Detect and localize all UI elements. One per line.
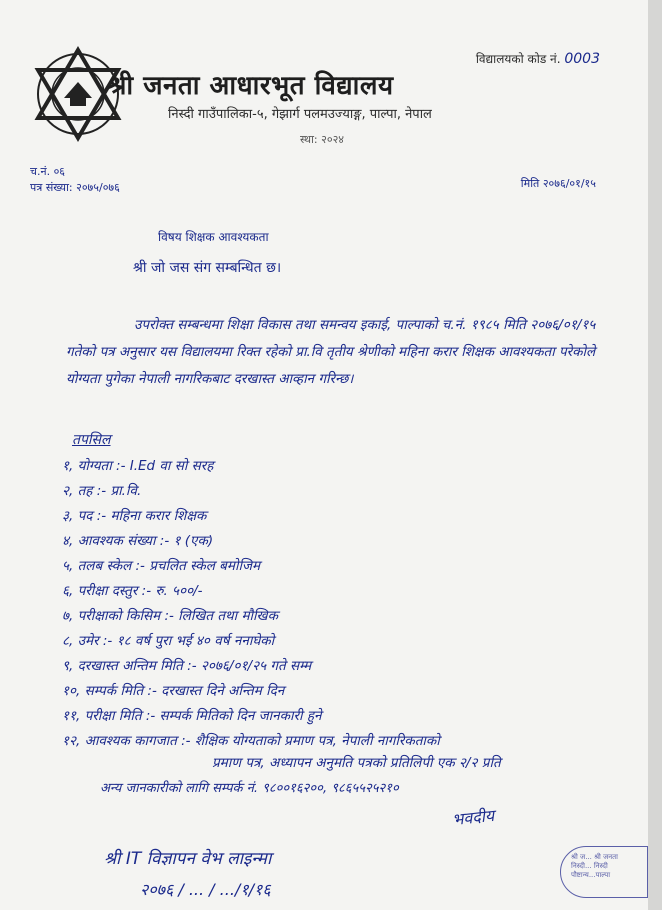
- page-edge: [648, 0, 662, 910]
- list-item: ५, तलब स्केल :- प्रचलित स्केल बमोजिम: [62, 558, 261, 574]
- list-item: ३, पद :- महिना करार शिक्षक: [62, 508, 207, 524]
- contact-numbers: अन्य जानकारीको लागि सम्पर्क नं. ९८००१६२००, ९८६५५२५२१०: [100, 781, 399, 796]
- established: स्था: २०२४: [300, 133, 345, 146]
- list-item: ८, उमेर :- १८ वर्ष पुरा भई ४० वर्ष ननाघेको: [62, 633, 275, 649]
- stamp-line: पौष्टान्य...पाल्पा: [571, 871, 611, 879]
- letter-body: [66, 312, 626, 393]
- school-code-label: विद्यालयको कोड नं.: [475, 52, 561, 66]
- school-code-value: 0003: [564, 51, 600, 67]
- letter-date: मिति २०७६/०१/१५: [520, 177, 596, 190]
- list-item: ४, आवश्यक संख्या :- १ (एक): [62, 533, 214, 549]
- list-item: ७, परीक्षाको किसिम :- लिखित तथा मौखिक: [62, 608, 278, 624]
- chalani-number: च.नं. ०६: [30, 165, 66, 178]
- details-heading: तपसिल: [72, 432, 111, 448]
- list-item: १, योग्यता :- I.Ed वा सो सरह: [62, 458, 214, 474]
- stamp-line: निस्दी... निस्दी: [571, 862, 608, 870]
- signature: भवदीय: [451, 805, 496, 830]
- details-list: [62, 454, 622, 777]
- handwritten-date: २०७६ / ... / .../१/१६: [140, 880, 271, 899]
- body-paragraph: उपरोक्त सम्बन्धमा शिक्षा विकास तथा समन्वय इकाई, पाल्पाको च.नं. १९८५ मिति २०७६/०१/१५ गतेको पत्र अनुसार यस विद्यालयमा रिक्त रहेको प्रा.वि तृतीय श्रेणीको महिना करार शिक्षक आवश्यकता परेकोले योग्यता पुगेका नेपाली नागरिकबाट दरखास्त आव्हान गरिन्छ।: [66, 317, 596, 387]
- list-item: २, तह :- प्रा.वि.: [62, 483, 142, 499]
- list-item: ९, दरखास्त अन्तिम मिति :- २०७६/०१/२५ गते सम्म: [62, 658, 312, 674]
- documents-line-1: १२, आवश्यक कागजात :- शैक्षिक योग्यताको प्रमाण पत्र, नेपाली नागरिकताको: [62, 733, 440, 749]
- list-item: ११, परीक्षा मिति :- सम्पर्क मितिको दिन जानकारी हुने: [62, 708, 322, 724]
- list-item-documents: [62, 729, 622, 777]
- list-item: १०, सम्पर्क मिति :- दरखास्त दिने अन्तिम दिन: [62, 683, 285, 699]
- school-address: निस्दी गाउँपालिका-५, गेझार्ग पलमउज्याङ्ग, पाल्पा, नेपाल: [168, 107, 432, 122]
- office-stamp: [560, 846, 648, 898]
- school-name: श्री जनता आधारभूत विद्यालय: [108, 71, 394, 101]
- handwritten-note: श्री IT विज्ञापन वेभ लाइन्मा: [104, 849, 272, 869]
- letter-recipient: श्री जो जस संग सम्बन्धित छ।: [133, 260, 282, 276]
- list-item: ६, परीक्षा दस्तुर :- रु. ५००/-: [62, 583, 203, 599]
- documents-line-2: प्रमाण पत्र, अध्यापन अनुमति पत्रको प्रतिलिपी एक २/२ प्रति: [212, 755, 501, 771]
- letter-number: पत्र संख्या: २०७५/०७६: [30, 181, 120, 194]
- school-code: [476, 50, 600, 67]
- letter-subject: विषय शिक्षक आवश्यकता: [158, 230, 269, 244]
- stamp-line: श्री ज... श्री जनता: [571, 853, 618, 861]
